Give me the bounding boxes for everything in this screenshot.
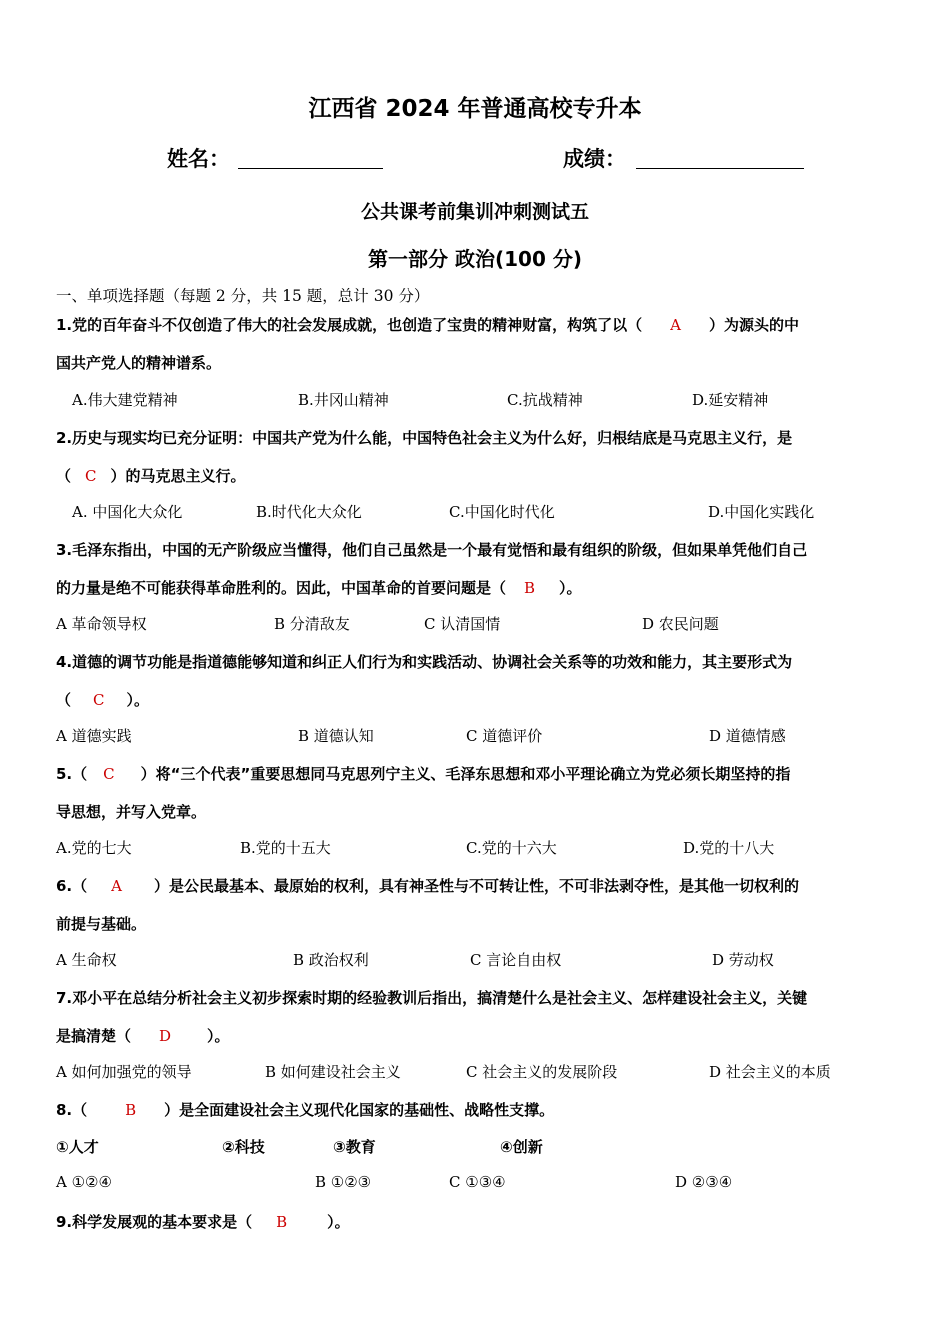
question-text: ）。 [126,691,150,709]
answer-mark: C [103,765,115,783]
question-text: 导思想，并写入党章。 [56,803,207,821]
option-b[interactable]: B 分清敌友 [274,615,350,633]
answer-mark: B [125,1101,137,1119]
option-d[interactable]: D 劳动权 [712,951,774,969]
question-text: 国共产党人的精神谱系。 [56,354,222,372]
question-text: 9.科学发展观的基本要求是（ [56,1213,253,1231]
option-b[interactable]: B.党的十五大 [240,839,331,857]
option-c[interactable]: C 社会主义的发展阶段 [466,1063,618,1081]
option-a[interactable]: A 革命领导权 [56,615,147,633]
option-a[interactable]: A 道德实践 [56,727,132,745]
option-d[interactable]: D.中国化实践化 [708,503,815,521]
question-text: 是搞清楚（ [56,1027,132,1045]
answer-mark: B [524,579,536,597]
question-text: ）。 [207,1027,230,1045]
answer-mark: A [670,316,681,334]
question-4: 4.道德的调节功能是指道德能够知道和纠正人们行为和实践活动、协调社会关系等的功效和能力，其主要形式为 [56,653,793,671]
question-text [56,689,149,710]
item-2: ②科技 [222,1138,265,1156]
question-text: 5.（ [56,765,88,783]
answer-mark: B [276,1213,288,1231]
option-b[interactable]: B 道德认知 [298,727,374,745]
question-2: 2.历史与现实均已充分证明：中国共产党为什么能，中国特色社会主义为什么好，归根结底是马克思主义行，是 [56,429,793,447]
option-c[interactable]: C 言论自由权 [470,951,562,969]
option-b[interactable]: B ①②③ [315,1173,372,1191]
option-a[interactable]: A 如何加强党的领导 [56,1063,192,1081]
option-b[interactable]: B.时代化大众化 [256,503,362,521]
section-title: 一、单项选择题（每题 2 分，共 15 题，总计 30 分） [56,287,430,305]
question-text: 6.（ [56,877,88,895]
name-blank[interactable] [238,168,383,169]
question-text [56,577,582,598]
option-c[interactable]: C 道德评价 [466,727,543,745]
option-d[interactable]: D 农民问题 [642,615,719,633]
question-text: ）将“三个代表”重要思想同马克思列宁主义、毛泽东思想和邓小平理论确立为党必须长期坚持的指 [140,765,791,783]
question-text: （ [56,467,72,485]
question-6 [56,875,799,896]
question-text: ）。 [559,579,582,597]
question-text: ）为源头的中 [708,316,799,334]
answer-mark: C [93,691,105,709]
option-b[interactable]: B 政治权利 [293,951,369,969]
option-c[interactable]: C.中国化时代化 [449,503,555,521]
option-a[interactable]: A.伟大建党精神 [72,391,178,409]
question-text: ）。 [327,1213,350,1231]
score-label: 成绩： [563,147,626,171]
option-d[interactable]: D ②③④ [675,1173,733,1191]
option-c[interactable]: C 认清国情 [424,615,501,633]
question-text: （ [56,691,72,709]
option-c[interactable]: C.党的十六大 [466,839,557,857]
exam-title: 江西省 2024 年普通高校专升本 [308,96,642,122]
question-text: ）是全面建设社会主义现代化国家的基础性、战略性支撑。 [164,1101,555,1119]
question-text: 前提与基础。 [56,915,147,933]
question-text: ）的马克思主义行。 [110,467,246,485]
option-a[interactable]: A.党的七大 [56,839,132,857]
question-9 [56,1211,350,1232]
item-3: ③教育 [333,1138,376,1156]
question-7: 7.邓小平在总结分析社会主义初步探索时期的经验教训后指出，搞清楚什么是社会主义、怎样建设社会主义，关键 [56,989,808,1007]
question-1 [56,314,799,335]
question-text: ）是公民最基本、最原始的权利，具有神圣性与不可转让性，不可非法剥夺性，是其他一切权利的 [153,877,799,895]
exam-subtitle: 公共课考前集训冲刺测试五 [360,201,589,223]
answer-mark: A [111,877,122,895]
score-blank[interactable] [636,168,804,169]
question-text: 8.（ [56,1101,88,1119]
question-text: 1.党的百年奋斗不仅创造了伟大的社会发展成就，也创造了宝贵的精神财富，构筑了以（ [56,316,643,334]
option-a[interactable]: A ①②④ [56,1173,112,1191]
item-4: ④创新 [500,1138,543,1156]
option-a[interactable]: A. 中国化大众化 [72,503,183,521]
question-3: 3.毛泽东指出，中国的无产阶级应当懂得，他们自己虽然是一个最有觉悟和最有组织的阶级，但如果单凭他们自己 [56,541,808,559]
option-d[interactable]: D.党的十八大 [683,839,775,857]
part-title: 第一部分 政治(100 分) [368,247,582,271]
option-b[interactable]: B.井冈山精神 [298,391,389,409]
option-c[interactable]: C.抗战精神 [507,391,583,409]
answer-mark: D [159,1027,172,1045]
item-1: ①人才 [56,1138,99,1156]
option-d[interactable]: D.延安精神 [692,391,769,409]
answer-mark: C [85,467,97,485]
option-a[interactable]: A 生命权 [56,951,117,969]
option-d[interactable]: D 社会主义的本质 [709,1063,831,1081]
option-d[interactable]: D 道德情感 [709,727,786,745]
name-label: 姓名： [167,147,230,171]
option-c[interactable]: C ①③④ [449,1173,506,1191]
question-text [56,465,246,486]
question-text: 的力量是绝不可能获得革命胜利的。因此，中国革命的首要问题是（ [56,579,507,597]
question-text [56,1025,230,1046]
question-8 [56,1099,554,1120]
option-b[interactable]: B 如何建设社会主义 [265,1063,401,1081]
question-5 [56,763,790,784]
